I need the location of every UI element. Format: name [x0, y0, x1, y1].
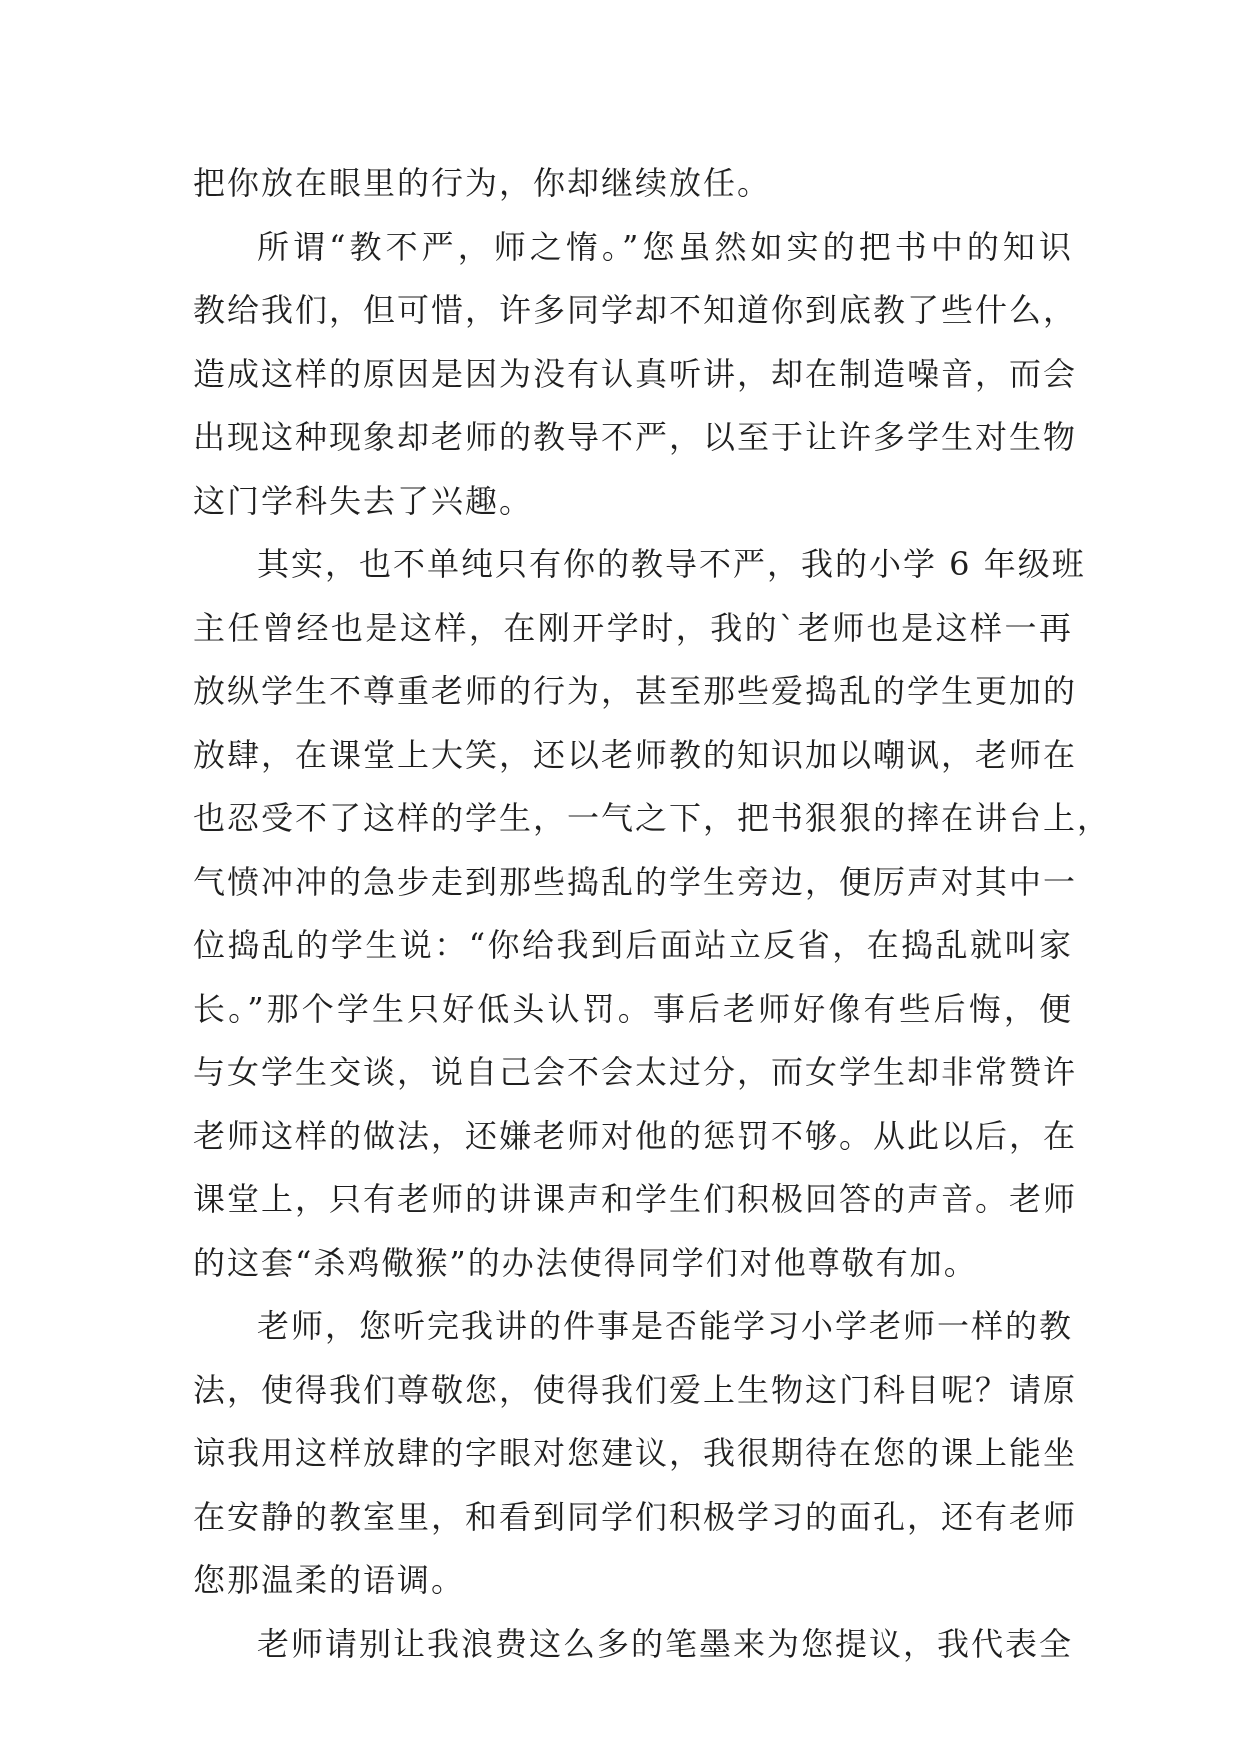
text-line: 放肆，在课堂上大笑，还以老师教的知识加以嘲讽，老师在: [193, 735, 1078, 774]
paragraph-continued: [193, 152, 1073, 216]
paragraph-closing: [193, 1613, 1073, 1677]
text-line: 也忍受不了这样的学生，一气之下，把书狠狠的摔在讲台上，: [193, 799, 1112, 837]
text-line: 这门学科失去了兴趣。: [193, 481, 534, 520]
text-line: 放纵学生不尊重老师的行为，甚至那些爱捣乱的学生更加的: [193, 672, 1078, 710]
text-line: 老师，您听完我讲的件事是否能学习小学老师一样的教: [257, 1307, 1074, 1345]
text-line: 位捣乱的学生说：“你给我到后面站立反省，在捣乱就叫家: [193, 926, 1073, 964]
text-line: 与女学生交谈，说自己会不会太过分，而女学生却非常赞许: [193, 1053, 1078, 1091]
paragraph-teaching-strictness: [193, 216, 1078, 534]
text-line: 气愤冲冲的急步走到那些捣乱的学生旁边，便厉声对其中一: [193, 862, 1078, 901]
text-line: 的这套“杀鸡儆猴”的办法使得同学们对他尊敬有加。: [193, 1243, 978, 1282]
text-line: 在安静的教室里，和看到同学们积极学习的面孔，还有老师: [193, 1497, 1078, 1536]
text-line: 其实，也不单纯只有你的教导不严，我的小学 6 年级班: [257, 545, 1086, 583]
text-line: 所谓“教不严，师之惰。”您虽然如实的把书中的知识: [257, 227, 1073, 266]
document-body: [193, 152, 1112, 1676]
text-line: 您那温柔的语调。: [193, 1561, 466, 1599]
paragraph-request: [193, 1295, 1078, 1613]
text-line: 主任曾经也是这样，在刚开学时，我的`老师也是这样一再: [193, 608, 1073, 647]
text-line: 把你放在眼里的行为，你却继续放任。: [193, 164, 772, 202]
text-line: 教给我们，但可惜，许多同学却不知道你到底教了些什么，: [193, 291, 1078, 329]
text-line: 出现这种现象却老师的教导不严，以至于让许多学生对生物: [193, 418, 1078, 456]
text-line: 谅我用这样放肆的字眼对您建议，我很期待在您的课上能坐: [193, 1434, 1078, 1472]
text-line: 造成这样的原因是因为没有认真听讲，却在制造噪音，而会: [193, 354, 1078, 393]
text-line: 法，使得我们尊敬您，使得我们爱上生物这门科目呢？请原: [193, 1370, 1078, 1409]
text-line: 老师请别让我浪费这么多的笔墨来为您提议，我代表全: [257, 1624, 1074, 1663]
paragraph-primary-teacher-story: [193, 533, 1112, 1295]
text-line: 课堂上，只有老师的讲课声和学生们积极回答的声音。老师: [193, 1180, 1078, 1218]
text-line: 老师这样的做法，还嫌老师对他的惩罚不够。从此以后，在: [193, 1116, 1078, 1155]
text-line: 长。”那个学生只好低头认罚。事后老师好像有些后悔，便: [193, 989, 1073, 1028]
